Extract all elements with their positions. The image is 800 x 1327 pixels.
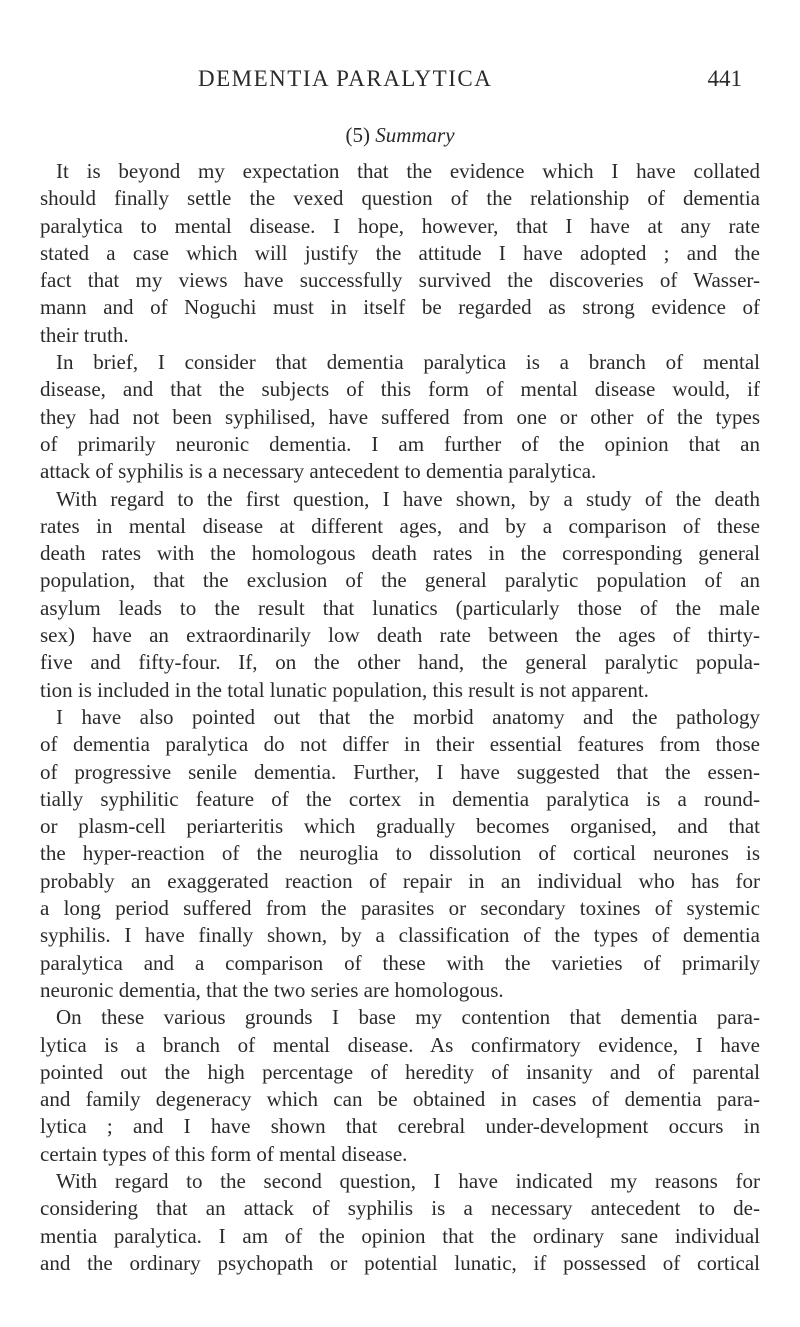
text-line: rates in mental disease at different ages, and by a comparison of these (40, 513, 760, 538)
text-line: tially syphilitic feature of the cortex in dementia paralytica is a round- (40, 786, 760, 811)
text-line: or plasm-cell periarteritis which gradually becomes organised, and that (40, 814, 760, 839)
text-line: lytica ; and I have shown that cerebral under-development occurs in (40, 1114, 760, 1139)
section-title: Summary (375, 123, 455, 147)
text-line: mann and of Noguchi must in itself be regarded as strong evidence of (40, 295, 760, 320)
text-line: disease, and that the subjects of this form of mental disease would, if (40, 377, 760, 402)
body-text (40, 158, 760, 1277)
text-line: of dementia paralytica do not differ in their essential features from those (40, 732, 760, 757)
text-line: On these various grounds I base my contention that dementia para- (56, 1005, 760, 1030)
text-line: death rates with the homologous death rates in the corresponding general (40, 541, 760, 566)
text-line: With regard to the first question, I have shown, by a study of the death (56, 486, 760, 511)
text-line: paralytica to mental disease. I hope, however, that I have at any rate (40, 213, 760, 238)
section-number: (5) (345, 123, 370, 147)
text-line: asylum leads to the result that lunatics (particularly those of the male (40, 595, 760, 620)
text-line: lytica is a branch of mental disease. As confirmatory evidence, I have (40, 1032, 760, 1057)
text-line: paralytica and a comparison of these with the varieties of primarily (40, 950, 760, 975)
text-line: It is beyond my expectation that the evidence which I have collated (56, 159, 760, 183)
page-number: 441 (707, 66, 742, 91)
text-line: and family degeneracy which can be obtained in cases of dementia para- (40, 1087, 760, 1112)
text-line: attack of syphilis is a necessary antecedent to dementia paralytica. (40, 459, 597, 484)
text-line: tion is included in the total lunatic population, this result is not apparent. (40, 677, 649, 702)
text-line: stated a case which will justify the attitude I have adopted ; and the (40, 240, 760, 265)
text-line: and the ordinary psychopath or potential lunatic, if possessed of cortical (40, 1250, 760, 1275)
text-line: I have also pointed out that the morbid anatomy and the pathology (56, 704, 760, 729)
text-line: fact that my views have successfully survived the discoveries of Wasser- (40, 268, 760, 293)
text-line: the hyper-reaction of the neuroglia to dissolution of cortical neurones is (40, 841, 760, 866)
text-line: certain types of this form of mental disease. (40, 1141, 408, 1166)
text-line: population, that the exclusion of the general paralytic population of an (40, 568, 760, 593)
text-line: probably an exaggerated reaction of repair in an individual who has for (40, 868, 760, 893)
text-line: should finally settle the vexed question of the relationship of dementia (40, 186, 760, 211)
text-line: sex) have an extraordinarily low death rate between the ages of thirty- (40, 623, 760, 648)
text-line: neuronic dementia, that the two series are homologous. (40, 977, 504, 1002)
text-line: they had not been syphilised, have suffered from one or other of the types (40, 404, 760, 429)
text-line: considering that an attack of syphilis is a necessary antecedent to de- (40, 1196, 760, 1221)
section-heading (0, 123, 800, 148)
text-line: In brief, I consider that dementia paralytica is a branch of mental (56, 350, 760, 375)
text-line: pointed out the high percentage of heredity of insanity and of parental (40, 1059, 760, 1084)
running-header (0, 66, 800, 96)
text-line: five and fifty-four. If, on the other hand, the general paralytic popula- (40, 650, 760, 675)
text-line: of primarily neuronic dementia. I am further of the opinion that an (40, 431, 760, 456)
running-title: DEMENTIA PARALYTICA (198, 66, 493, 91)
text-line: syphilis. I have finally shown, by a classification of the types of dementia (40, 923, 760, 948)
text-line: mentia paralytica. I am of the opinion that the ordinary sane individual (40, 1223, 760, 1248)
text-line: their truth. (40, 322, 129, 347)
text-line: With regard to the second question, I have indicated my reasons for (56, 1168, 760, 1193)
text-line: of progressive senile dementia. Further, I have suggested that the essen- (40, 759, 760, 784)
text-line: a long period suffered from the parasites or secondary toxines of systemic (40, 896, 760, 921)
